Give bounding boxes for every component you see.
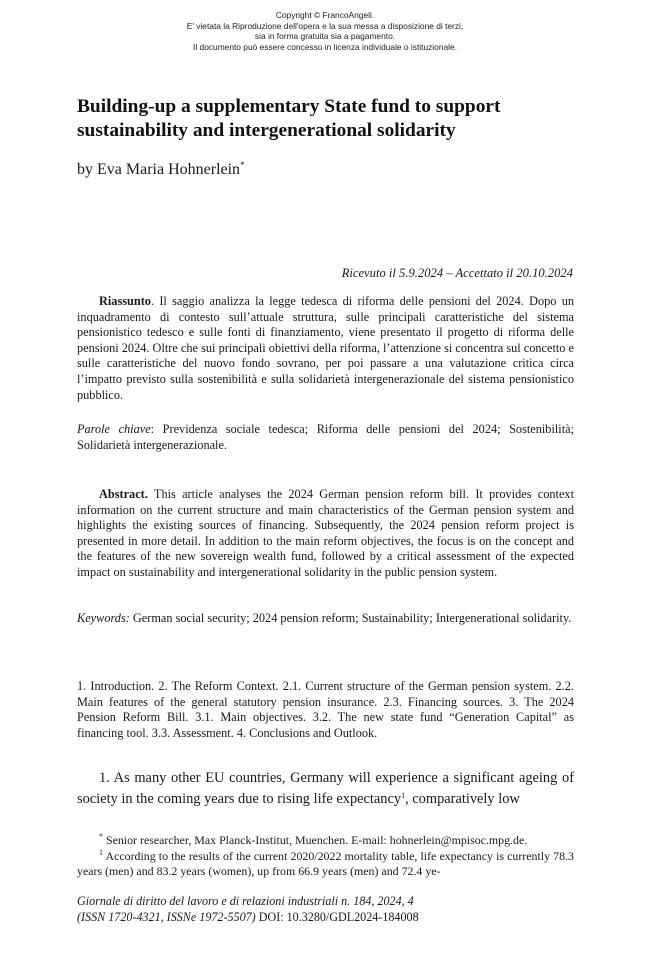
riassunto-paragraph [77,294,574,403]
abstract-text: This article analyses the 2024 German pension reform bill. It provides context information on the current structure and main characteristics of the German pension system and highlights the existing sources of financing. Subsequently, the 2024 pension reform project is presented in more detail. In addition to the main reform objectives, the focus is on the concept and the features of the new sovereign wealth fund, followed by a critical assessment of the expected impact on sustainability and intergenerational solidarity in the public pension system. [77,487,574,579]
body-text-continued: , comparatively low [405,790,520,807]
article-title: Building-up a supplementary State fund to support sustainability and intergenerational solidarity [77,96,501,141]
author-name: by Eva Maria Hohnerlein [77,161,241,178]
author-line [77,160,245,180]
body-paragraph [77,768,574,809]
journal-citation [77,893,597,925]
journal-issn: (ISSN 1720-4321, ISSNe 1972-5507) [77,910,256,925]
body-text: 1. As many other EU countries, Germany will experience a significant ageing of society in the coming years due to rising life expectancy [77,770,574,807]
copyright-line: E' vietata la Riproduzione dell'opera e la sua messa a disposizione di terzi, [186,20,464,31]
received-accepted-dates: Ricevuto il 5.9.2024 – Accettato il 20.10.2024 [341,266,573,280]
keywords-text: German social security; 2024 pension reform; Sustainability; Intergenerational solidarity. [129,611,572,625]
footnote-text: According to the results of the current 2020/2022 mortality table, life expectancy is currently 78.3 years (men) and 83.2 years (women), up from 66.9 years (men) and 72.4 ye- [77,848,574,879]
copyright-line: Il documento può essere concesso in licenza individuale o istituzionale. [193,41,457,52]
copyright-line: Copyright © FrancoAngeli. [275,10,375,20]
journal-name: Giornale di diritto del lavoro e di relazioni industriali n. 184, 2024, 4 [77,894,414,908]
footnote-mark: 1 [99,847,103,857]
riassunto-label: Riassunto [99,294,151,308]
footnote-mark: * [99,832,103,841]
keywords-paragraph [77,611,574,627]
journal-doi[interactable]: DOI: 10.3280/GDL2024-184008 [255,910,419,925]
footnote-ref-1[interactable]: 1 [401,790,406,800]
parole-chiave-paragraph [77,422,574,453]
parole-chiave-text: : Previdenza sociale tedesca; Riforma delle pensioni del 2024; Sostenibilità; Solidarietà intergenerazionale. [77,422,574,452]
table-of-contents: 1. Introduction. 2. The Reform Context. 2.1. Current structure of the German pension system. 2.2. Main features of the general statutory pension insurance. 2.3. Financing sources. 3. The 2024 Pension Reform Bill. 3.1. Main objectives. 3.2. The new state fund “Generation Capital” as financing tool. 3.3. Assessment. 4. Conclusions and Outlook. [77,679,574,740]
copyright-line: sia in forma gratuita sia a pagamento. [254,31,396,42]
footnote-1 [77,849,574,880]
abstract-paragraph [77,487,574,581]
author-footnote-mark[interactable]: * [240,160,245,170]
copyright-notice [0,10,650,52]
abstract-label: Abstract. [99,487,148,501]
footnotes [77,833,574,880]
riassunto-text: . Il saggio analizza la legge tedesca di riforma delle pensioni del 2024. Dopo un inquadramento di contesto sull’attuale struttura, sulle principali caratteristiche del sistema pensionistico tedesco e sulle fonti di finanziamento, viene presentato il progetto di riforma delle pensioni 2024. Oltre che sui principali obiettivi della riforma, l’attenzione si concentra sul concetto e sulle caratteristiche del nuovo fondo sovrano, per poi passare a una valutazione critica circa l’impatto previsto sulla sostenibilità e sulla solidarietà intergenerazionale del sistema pensionistico pubblico. [77,294,574,402]
journal-ids [77,909,597,925]
footnote-text: Senior researcher, Max Planck-Institut, Muenchen. E-mail: hohnerlein@mpisoc.mpg.de. [103,833,528,847]
keywords-label: Keywords: [77,611,130,625]
footnote-author [77,833,574,849]
parole-chiave-label: Parole chiave [77,422,151,436]
